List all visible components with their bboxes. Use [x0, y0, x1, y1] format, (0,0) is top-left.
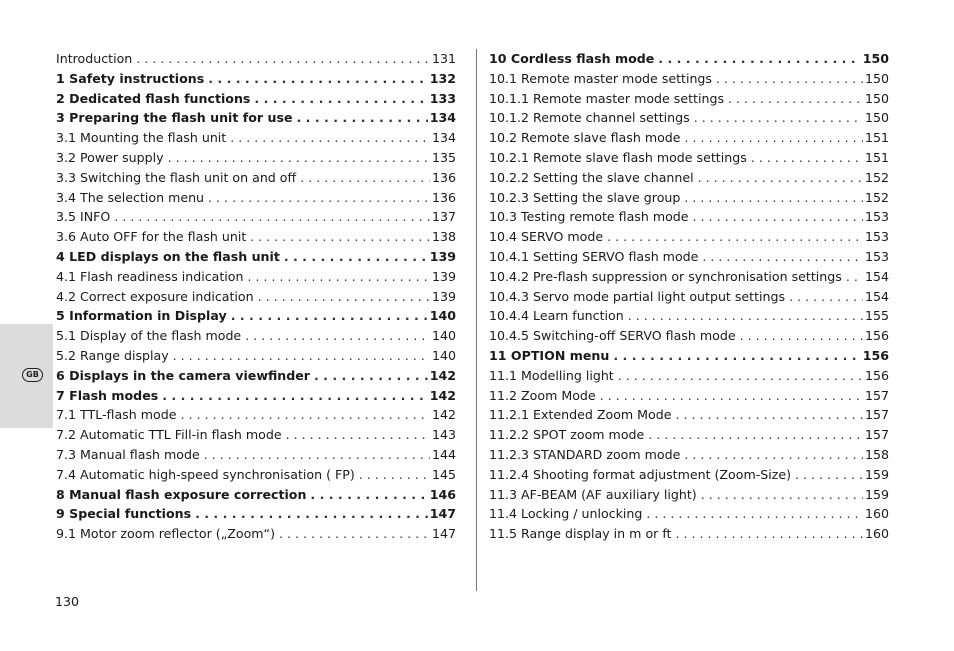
toc-entry-page: 132	[429, 70, 456, 86]
toc-dot-leader	[658, 49, 860, 69]
toc-dot-leader	[646, 504, 863, 524]
language-badge: GB	[22, 368, 43, 382]
toc-entry-page: 150	[862, 51, 889, 66]
toc-entry[interactable]	[489, 405, 889, 425]
toc-dot-leader	[195, 504, 428, 524]
toc-entry[interactable]	[56, 89, 456, 109]
toc-dot-leader	[314, 366, 428, 386]
toc-entry[interactable]	[489, 366, 889, 386]
toc-entry-title: 7.2 Automatic TTL Fill-in flash mode	[56, 427, 282, 443]
toc-dot-leader	[675, 524, 862, 544]
toc-dot-leader	[600, 386, 863, 406]
toc-entry-page: 156	[862, 347, 889, 363]
toc-entry-title: 3.6 Auto OFF for the flash unit	[56, 229, 247, 245]
toc-entry[interactable]	[489, 504, 889, 524]
toc-entry-title: 10.3 Testing remote flash mode	[489, 209, 689, 225]
toc-entry-title: 7.1 TTL-flash mode	[56, 407, 177, 423]
toc-entry[interactable]	[56, 386, 456, 406]
toc-dot-leader	[136, 49, 430, 69]
toc-entry-page: 139	[431, 268, 456, 284]
toc-entry[interactable]	[489, 287, 889, 307]
toc-entry-page: 159	[864, 486, 889, 502]
toc-entry-title: 10.4.3 Servo mode partial light output settings	[489, 288, 786, 304]
toc-dot-leader	[114, 207, 430, 227]
toc-entry[interactable]	[489, 306, 889, 326]
toc-entry[interactable]	[56, 306, 456, 326]
toc-entry-title: 7.4 Automatic high-speed synchronisation ( FP)	[56, 466, 355, 482]
toc-entry[interactable]	[56, 49, 456, 69]
toc-entry-title: 11.5 Range display in m or ft	[489, 526, 672, 542]
toc-entry-title: 3.5 INFO	[56, 209, 111, 225]
toc-dot-leader	[248, 267, 430, 287]
toc-entry-page: 154	[864, 288, 889, 304]
toc-dot-leader	[168, 148, 430, 168]
toc-entry-page: 155	[864, 308, 889, 324]
toc-entry-page: 160	[864, 526, 889, 542]
toc-entry[interactable]	[489, 386, 889, 406]
toc-entry[interactable]	[489, 326, 889, 346]
toc-entry-title: 11.2 Zoom Mode	[489, 387, 596, 403]
toc-entry[interactable]	[56, 465, 456, 485]
toc-dot-leader	[694, 108, 863, 128]
toc-entry-page: 139	[429, 248, 456, 264]
toc-entry-title: 4.2 Correct exposure indication	[56, 288, 254, 304]
toc-entry-title: 9 Special functions	[56, 506, 192, 522]
toc-dot-leader	[284, 247, 428, 267]
toc-entry-title: 3.1 Mounting the flash unit	[56, 130, 227, 146]
toc-dot-leader	[180, 405, 430, 425]
toc-entry[interactable]	[56, 108, 456, 128]
toc-entry-page: 157	[864, 407, 889, 423]
toc-dot-leader	[789, 287, 863, 307]
toc-entry[interactable]	[56, 148, 456, 168]
toc-entry-page: 151	[864, 130, 889, 146]
toc-entry-title: 11.2.3 STANDARD zoom mode	[489, 446, 681, 462]
toc-entry[interactable]	[489, 267, 889, 287]
column-divider	[476, 49, 477, 591]
toc-dot-leader	[607, 227, 863, 247]
toc-entry[interactable]	[56, 247, 456, 267]
toc-entry-page: 157	[864, 427, 889, 443]
toc-entry-title: 3.4 The selection menu	[56, 189, 205, 205]
toc-entry[interactable]	[56, 405, 456, 425]
toc-entry-page: 136	[431, 189, 456, 205]
toc-entry-page: 152	[864, 169, 889, 185]
toc-entry[interactable]	[489, 49, 889, 69]
toc-dot-leader	[310, 485, 427, 505]
toc-entry-title: 8 Manual flash exposure correction	[56, 486, 307, 502]
toc-dot-leader	[297, 108, 428, 128]
toc-entry-page: 156	[864, 328, 889, 344]
toc-entry-page: 140	[431, 328, 456, 344]
toc-dot-leader	[846, 267, 863, 287]
toc-entry-title: 10.2.1 Remote slave flash mode settings	[489, 149, 747, 165]
toc-entry[interactable]	[56, 287, 456, 307]
toc-dot-leader	[685, 128, 863, 148]
toc-entry-title: 10.2.3 Setting the slave group	[489, 189, 681, 205]
toc-entry[interactable]	[56, 504, 456, 524]
toc-entry[interactable]	[56, 326, 456, 346]
toc-dot-leader	[716, 69, 863, 89]
toc-entry-page: 142	[429, 367, 456, 383]
toc-entry-page: 135	[431, 149, 456, 165]
toc-dot-leader	[728, 89, 863, 109]
toc-entry[interactable]	[489, 465, 889, 485]
toc-dot-leader	[693, 207, 863, 227]
toc-entry-page: 147	[429, 506, 456, 522]
toc-dot-leader	[618, 366, 863, 386]
toc-entry-page: 131	[431, 51, 456, 66]
page-number: 130	[55, 594, 80, 609]
toc-entry-title: 10.2.2 Setting the slave channel	[489, 169, 694, 185]
toc-entry-title: 3.2 Power supply	[56, 149, 164, 165]
toc-entry-page: 142	[431, 407, 456, 423]
toc-dot-leader	[701, 485, 863, 505]
toc-dot-leader	[676, 405, 863, 425]
toc-dot-leader	[230, 128, 430, 148]
toc-entry-page: 160	[864, 506, 889, 522]
toc-entry[interactable]	[489, 247, 889, 267]
toc-entry[interactable]	[489, 485, 889, 505]
toc-entry[interactable]	[489, 425, 889, 445]
toc-entry-page: 159	[864, 466, 889, 482]
toc-dot-leader	[204, 445, 430, 465]
toc-entry[interactable]	[489, 148, 889, 168]
toc-entry-page: 143	[431, 427, 456, 443]
toc-entry[interactable]	[489, 346, 889, 366]
toc-entry-title: 10.4 SERVO mode	[489, 229, 604, 245]
toc-entry-title: 4 LED displays on the flash unit	[56, 248, 280, 264]
toc-entry-title: 10.4.1 Setting SERVO flash mode	[489, 248, 699, 264]
toc-entry-page: 146	[429, 486, 456, 502]
toc-entry[interactable]	[489, 168, 889, 188]
toc-entry-title: 11.3 AF-BEAM (AF auxiliary light)	[489, 486, 697, 502]
toc-entry[interactable]	[489, 227, 889, 247]
toc-entry-title: 11 OPTION menu	[489, 347, 610, 363]
toc-entry-title: 4.1 Flash readiness indication	[56, 268, 244, 284]
toc-entry-title: 2 Dedicated flash functions	[56, 90, 251, 106]
toc-entry-title: 11.4 Locking / unlocking	[489, 506, 643, 522]
toc-left-column	[56, 49, 456, 544]
toc-entry[interactable]	[56, 227, 456, 247]
toc-entry[interactable]	[489, 128, 889, 148]
toc-dot-leader	[279, 524, 430, 544]
toc-entry-page: 137	[431, 209, 456, 225]
toc-dot-leader	[258, 287, 430, 307]
toc-entry-title: 11.1 Modelling light	[489, 367, 614, 383]
toc-entry-title: 10.4.2 Pre-flash suppression or synchronisation settings	[489, 268, 842, 284]
toc-entry[interactable]	[56, 346, 456, 366]
toc-entry[interactable]	[489, 524, 889, 544]
toc-right-column	[489, 49, 889, 544]
toc-entry-title: 7 Flash modes	[56, 387, 159, 403]
toc-entry-title: 5.2 Range display	[56, 347, 169, 363]
toc-entry-page: 154	[864, 268, 889, 284]
toc-dot-leader	[684, 445, 863, 465]
toc-entry[interactable]	[489, 188, 889, 208]
toc-entry-page: 134	[431, 130, 456, 146]
toc-entry[interactable]	[489, 207, 889, 227]
toc-entry[interactable]	[56, 267, 456, 287]
toc-entry-title: 5 Information in Display	[56, 308, 227, 324]
toc-entry-title: 11.2.4 Shooting format adjustment (Zoom-Size)	[489, 466, 792, 482]
toc-entry-page: 157	[864, 387, 889, 403]
toc-dot-leader	[740, 326, 863, 346]
toc-entry-page: 139	[431, 288, 456, 304]
toc-dot-leader	[795, 465, 863, 485]
toc-entry-title: 10.4.4 Learn function	[489, 308, 624, 324]
toc-entry[interactable]	[56, 69, 456, 89]
toc-entry[interactable]	[56, 168, 456, 188]
toc-entry-page: 142	[429, 387, 456, 403]
toc-entry-page: 138	[431, 229, 456, 245]
toc-dot-leader	[698, 168, 863, 188]
toc-dot-leader	[208, 188, 430, 208]
toc-entry[interactable]	[56, 207, 456, 227]
toc-entry-title: 10.1.1 Remote master mode settings	[489, 90, 725, 106]
toc-entry-title: 10.4.5 Switching-off SERVO flash mode	[489, 328, 736, 344]
toc-dot-leader	[702, 247, 863, 267]
toc-entry-title: 5.1 Display of the flash mode	[56, 328, 242, 344]
toc-entry-page: 153	[864, 248, 889, 264]
toc-dot-leader	[613, 346, 860, 366]
toc-entry-title: 11.2.2 SPOT zoom mode	[489, 427, 645, 443]
toc-dot-leader	[628, 306, 863, 326]
toc-entry-page: 150	[864, 110, 889, 126]
toc-dot-leader	[250, 227, 430, 247]
toc-entry-title: 11.2.1 Extended Zoom Mode	[489, 407, 672, 423]
toc-entry-page: 145	[431, 466, 456, 482]
toc-entry-page: 133	[429, 90, 456, 106]
toc-entry[interactable]	[489, 108, 889, 128]
toc-entry-title: 10.1 Remote master mode settings	[489, 70, 712, 86]
toc-dot-leader	[254, 89, 427, 109]
toc-entry-page: 156	[864, 367, 889, 383]
toc-entry[interactable]	[56, 524, 456, 544]
toc-dot-leader	[245, 326, 430, 346]
toc-entry[interactable]	[56, 485, 456, 505]
toc-entry-page: 151	[864, 149, 889, 165]
toc-entry-title: 10 Cordless flash mode	[489, 51, 655, 66]
toc-entry-page: 153	[864, 229, 889, 245]
toc-entry[interactable]	[489, 89, 889, 109]
toc-entry-page: 158	[864, 446, 889, 462]
toc-dot-leader	[286, 425, 430, 445]
toc-entry-page: 144	[431, 446, 456, 462]
toc-entry[interactable]	[56, 425, 456, 445]
toc-entry[interactable]	[489, 445, 889, 465]
toc-entry[interactable]	[56, 366, 456, 386]
toc-dot-leader	[208, 69, 427, 89]
toc-entry-page: 134	[429, 110, 456, 126]
toc-entry-title: 3.3 Switching the flash unit on and off	[56, 169, 297, 185]
toc-entry-page: 153	[864, 209, 889, 225]
toc-entry-title: 3 Preparing the flash unit for use	[56, 110, 293, 126]
toc-entry-title: 9.1 Motor zoom reflector („Zoom“)	[56, 526, 275, 542]
toc-entry-page: 136	[431, 169, 456, 185]
toc-entry-title: 7.3 Manual flash mode	[56, 446, 200, 462]
toc-entry-page: 150	[864, 90, 889, 106]
toc-dot-leader	[231, 306, 428, 326]
toc-dot-leader	[684, 188, 863, 208]
toc-entry-title: 6 Displays in the camera viewfinder	[56, 367, 311, 383]
toc-dot-leader	[751, 148, 863, 168]
toc-entry[interactable]	[56, 188, 456, 208]
toc-entry-page: 140	[429, 308, 456, 324]
toc-entry-title: 10.2 Remote slave flash mode	[489, 130, 681, 146]
toc-entry[interactable]	[56, 445, 456, 465]
toc-entry-page: 140	[431, 347, 456, 363]
toc-dot-leader	[173, 346, 430, 366]
toc-entry-page: 150	[864, 70, 889, 86]
toc-dot-leader	[162, 386, 427, 406]
toc-entry-title: 1 Safety instructions	[56, 70, 205, 86]
toc-dot-leader	[359, 465, 430, 485]
toc-entry[interactable]	[56, 128, 456, 148]
toc-entry-title: Introduction	[56, 51, 133, 66]
toc-entry-page: 147	[431, 526, 456, 542]
toc-entry[interactable]	[489, 69, 889, 89]
toc-entry-page: 152	[864, 189, 889, 205]
toc-entry-title: 10.1.2 Remote channel settings	[489, 110, 690, 126]
toc-dot-leader	[300, 168, 430, 188]
toc-dot-leader	[648, 425, 863, 445]
